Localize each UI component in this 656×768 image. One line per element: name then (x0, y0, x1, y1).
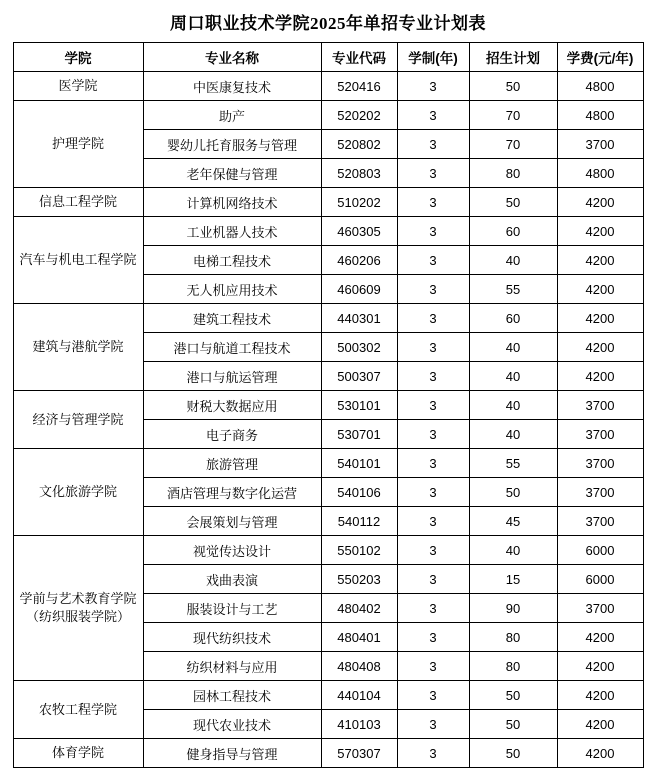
cell-major-name: 港口与航运管理 (143, 362, 321, 391)
cell-fee: 3700 (557, 420, 643, 449)
cell-major-name: 健身指导与管理 (143, 739, 321, 768)
cell-major-name: 会展策划与管理 (143, 507, 321, 536)
cell-quota: 90 (469, 594, 557, 623)
table-row (13, 536, 643, 565)
table-row (13, 217, 643, 246)
cell-quota: 40 (469, 420, 557, 449)
cell-major-code: 500302 (321, 333, 397, 362)
cell-fee: 4200 (557, 188, 643, 217)
cell-major-code: 550102 (321, 536, 397, 565)
cell-years: 3 (397, 72, 469, 101)
column-header-major: 专业名称 (143, 43, 321, 72)
cell-quota: 55 (469, 275, 557, 304)
cell-major-code: 550203 (321, 565, 397, 594)
cell-fee: 4200 (557, 681, 643, 710)
cell-years: 3 (397, 101, 469, 130)
cell-major-code: 460206 (321, 246, 397, 275)
cell-fee: 4200 (557, 739, 643, 768)
cell-quota: 40 (469, 333, 557, 362)
cell-quota: 40 (469, 246, 557, 275)
cell-years: 3 (397, 478, 469, 507)
cell-fee: 4200 (557, 246, 643, 275)
cell-major-code: 480408 (321, 652, 397, 681)
cell-fee: 3700 (557, 478, 643, 507)
cell-quota: 80 (469, 652, 557, 681)
cell-major-code: 540112 (321, 507, 397, 536)
cell-years: 3 (397, 507, 469, 536)
column-header-college: 学院 (13, 43, 143, 72)
cell-quota: 15 (469, 565, 557, 594)
cell-major-code: 460609 (321, 275, 397, 304)
cell-fee: 4800 (557, 159, 643, 188)
cell-major-code: 540101 (321, 449, 397, 478)
cell-fee: 4200 (557, 710, 643, 739)
cell-fee: 3700 (557, 449, 643, 478)
cell-major-name: 纺织材料与应用 (143, 652, 321, 681)
cell-major-code: 480402 (321, 594, 397, 623)
table-header-row (13, 43, 643, 72)
cell-major-code: 510202 (321, 188, 397, 217)
cell-quota: 70 (469, 130, 557, 159)
cell-major-name: 婴幼儿托育服务与管理 (143, 130, 321, 159)
cell-years: 3 (397, 159, 469, 188)
cell-major-name: 中医康复技术 (143, 72, 321, 101)
column-header-fee: 学费(元/年) (557, 43, 643, 72)
cell-major-name: 老年保健与管理 (143, 159, 321, 188)
cell-major-name: 电梯工程技术 (143, 246, 321, 275)
cell-fee: 4200 (557, 652, 643, 681)
cell-fee: 4200 (557, 217, 643, 246)
cell-college: 汽车与机电工程学院 (13, 217, 143, 304)
table-row (13, 188, 643, 217)
column-header-years: 学制(年) (397, 43, 469, 72)
cell-college: 经济与管理学院 (13, 391, 143, 449)
cell-fee: 4200 (557, 275, 643, 304)
cell-fee: 6000 (557, 536, 643, 565)
cell-major-name: 戏曲表演 (143, 565, 321, 594)
cell-college: 文化旅游学院 (13, 449, 143, 536)
cell-quota: 80 (469, 159, 557, 188)
cell-college: 农牧工程学院 (13, 681, 143, 739)
cell-fee: 4200 (557, 333, 643, 362)
page-title: 周口职业技术学院2025年单招专业计划表 (170, 14, 486, 33)
cell-college: 信息工程学院 (13, 188, 143, 217)
cell-major-code: 460305 (321, 217, 397, 246)
cell-major-code: 410103 (321, 710, 397, 739)
cell-quota: 50 (469, 72, 557, 101)
cell-quota: 70 (469, 101, 557, 130)
cell-college: 学前与艺术教育学院 （纺织服装学院） (13, 536, 143, 681)
cell-years: 3 (397, 304, 469, 333)
cell-quota: 40 (469, 536, 557, 565)
cell-quota: 60 (469, 217, 557, 246)
cell-years: 3 (397, 623, 469, 652)
cell-years: 3 (397, 275, 469, 304)
cell-years: 3 (397, 449, 469, 478)
cell-years: 3 (397, 188, 469, 217)
cell-quota: 80 (469, 623, 557, 652)
cell-major-code: 440301 (321, 304, 397, 333)
cell-major-code: 520202 (321, 101, 397, 130)
cell-major-name: 旅游管理 (143, 449, 321, 478)
cell-years: 3 (397, 420, 469, 449)
cell-quota: 50 (469, 739, 557, 768)
cell-major-name: 计算机网络技术 (143, 188, 321, 217)
column-header-quota: 招生计划 (469, 43, 557, 72)
cell-years: 3 (397, 594, 469, 623)
cell-quota: 50 (469, 681, 557, 710)
cell-quota: 60 (469, 304, 557, 333)
cell-fee: 4800 (557, 72, 643, 101)
cell-fee: 4200 (557, 623, 643, 652)
cell-major-name: 工业机器人技术 (143, 217, 321, 246)
cell-quota: 55 (469, 449, 557, 478)
cell-college: 医学院 (13, 72, 143, 101)
cell-major-code: 500307 (321, 362, 397, 391)
admission-plan-table (13, 42, 644, 768)
cell-years: 3 (397, 362, 469, 391)
cell-years: 3 (397, 739, 469, 768)
cell-college: 体育学院 (13, 739, 143, 768)
table-row (13, 391, 643, 420)
table-row (13, 449, 643, 478)
cell-years: 3 (397, 565, 469, 594)
cell-major-code: 540106 (321, 478, 397, 507)
cell-years: 3 (397, 333, 469, 362)
cell-quota: 50 (469, 188, 557, 217)
cell-quota: 40 (469, 391, 557, 420)
cell-fee: 3700 (557, 391, 643, 420)
cell-major-name: 酒店管理与数字化运营 (143, 478, 321, 507)
cell-major-name: 建筑工程技术 (143, 304, 321, 333)
cell-years: 3 (397, 652, 469, 681)
cell-fee: 4200 (557, 304, 643, 333)
cell-major-name: 电子商务 (143, 420, 321, 449)
cell-major-name: 财税大数据应用 (143, 391, 321, 420)
cell-major-name: 港口与航道工程技术 (143, 333, 321, 362)
cell-major-code: 530701 (321, 420, 397, 449)
cell-years: 3 (397, 536, 469, 565)
table-row (13, 739, 643, 768)
cell-major-name: 现代纺织技术 (143, 623, 321, 652)
cell-major-name: 助产 (143, 101, 321, 130)
cell-college: 建筑与港航学院 (13, 304, 143, 391)
table-row (13, 681, 643, 710)
cell-major-name: 现代农业技术 (143, 710, 321, 739)
cell-major-code: 440104 (321, 681, 397, 710)
table-body (13, 72, 643, 768)
cell-fee: 3700 (557, 130, 643, 159)
cell-fee: 3700 (557, 594, 643, 623)
cell-fee: 6000 (557, 565, 643, 594)
cell-major-code: 520416 (321, 72, 397, 101)
cell-quota: 40 (469, 362, 557, 391)
table-row (13, 304, 643, 333)
cell-quota: 50 (469, 710, 557, 739)
cell-major-code: 570307 (321, 739, 397, 768)
cell-major-code: 480401 (321, 623, 397, 652)
cell-years: 3 (397, 681, 469, 710)
cell-years: 3 (397, 246, 469, 275)
cell-major-code: 520802 (321, 130, 397, 159)
cell-major-name: 视觉传达设计 (143, 536, 321, 565)
cell-years: 3 (397, 217, 469, 246)
cell-fee: 4200 (557, 362, 643, 391)
cell-major-name: 无人机应用技术 (143, 275, 321, 304)
cell-major-name: 服装设计与工艺 (143, 594, 321, 623)
cell-major-name: 园林工程技术 (143, 681, 321, 710)
table-row (13, 72, 643, 101)
cell-major-code: 520803 (321, 159, 397, 188)
cell-years: 3 (397, 391, 469, 420)
cell-fee: 3700 (557, 507, 643, 536)
table-header (13, 43, 643, 72)
column-header-code: 专业代码 (321, 43, 397, 72)
table-row (13, 101, 643, 130)
cell-fee: 4800 (557, 101, 643, 130)
cell-quota: 45 (469, 507, 557, 536)
cell-years: 3 (397, 130, 469, 159)
cell-college: 护理学院 (13, 101, 143, 188)
cell-years: 3 (397, 710, 469, 739)
cell-quota: 50 (469, 478, 557, 507)
cell-major-code: 530101 (321, 391, 397, 420)
